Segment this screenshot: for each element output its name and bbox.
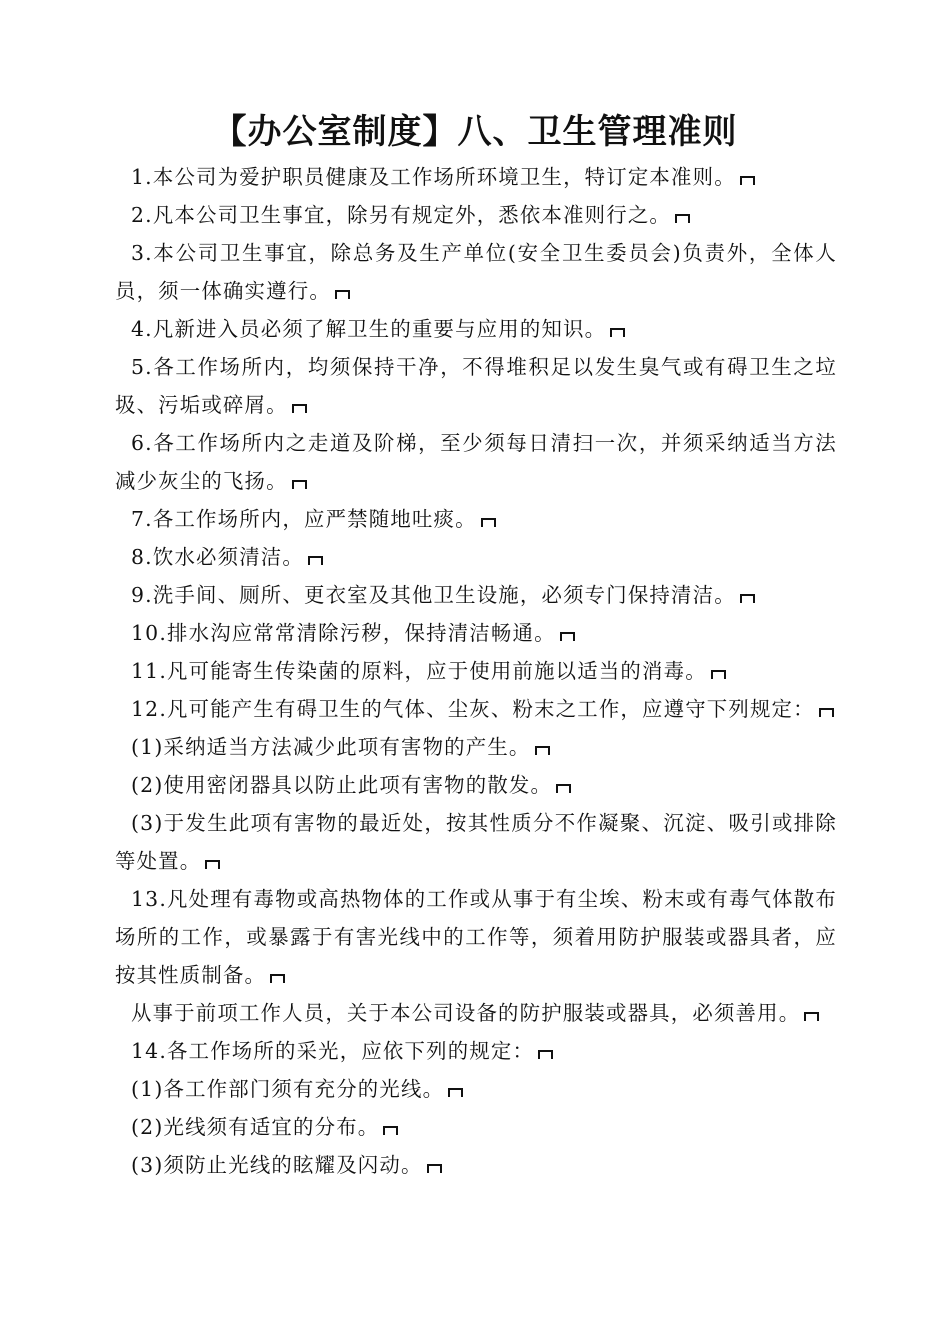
paragraph-4: [115, 310, 837, 348]
paragraph-text: (2)光线须有适宜的分布。: [131, 1115, 380, 1139]
paragraph-1: [115, 158, 837, 196]
paragraph-text: 13.凡处理有毒物或高热物体的工作或从事于有尘埃、粉末或有毒气体散布场所的工作，或暴露于有害光线中的工作等，须着用防护服装或器具者，应按其性质制备。: [115, 887, 837, 987]
paragraph-text: 11.凡可能寄生传染菌的原料，应于使用前施以适当的消毒。: [131, 659, 707, 683]
paragraph-text: 12.凡可能产生有碍卫生的气体、尘灰、粉末之工作，应遵守下列规定：: [131, 697, 815, 721]
paragraph-text: (3)于发生此项有害物的最近处，按其性质分不作凝聚、沉淀、吸引或排除等处置。: [115, 811, 837, 873]
paragraph-mark-icon: [804, 1012, 819, 1021]
paragraph-20: [115, 1108, 837, 1146]
paragraph-mark-icon: [292, 480, 307, 489]
paragraph-mark-icon: [427, 1164, 442, 1173]
paragraph-mark-icon: [205, 860, 220, 869]
paragraph-text: 6.各工作场所内之走道及阶梯，至少须每日清扫一次，并须采纳适当方法减少灰尘的飞扬。: [115, 431, 837, 493]
paragraph-mark-icon: [481, 518, 496, 527]
paragraph-5: [115, 348, 837, 424]
paragraph-12: [115, 690, 837, 728]
paragraph-text: 10.排水沟应常常清除污秽，保持清洁畅通。: [131, 621, 556, 645]
paragraph-mark-icon: [535, 746, 550, 755]
paragraph-mark-icon: [711, 670, 726, 679]
paragraph-text: 5.各工作场所内，均须保持干净，不得堆积足以发生臭气或有碍卫生之垃圾、污垢或碎屑。: [115, 355, 837, 417]
paragraph-8: [115, 538, 837, 576]
paragraph-mark-icon: [308, 556, 323, 565]
paragraph-11: [115, 652, 837, 690]
paragraph-10: [115, 614, 837, 652]
paragraph-14: [115, 766, 837, 804]
paragraph-text: (1)采纳适当方法减少此项有害物的产生。: [131, 735, 531, 759]
paragraph-7: [115, 500, 837, 538]
paragraph-mark-icon: [383, 1126, 398, 1135]
paragraph-mark-icon: [610, 328, 625, 337]
paragraph-text: 1.本公司为爱护职员健康及工作场所环境卫生，特订定本准则。: [131, 165, 736, 189]
paragraph-mark-icon: [538, 1050, 553, 1059]
paragraph-mark-icon: [448, 1088, 463, 1097]
paragraph-text: 4.凡新进入员必须了解卫生的重要与应用的知识。: [131, 317, 607, 341]
document-title: 【办公室制度】八、卫生管理准则: [212, 112, 738, 152]
paragraph-text: 14.各工作场所的采光，应依下列的规定：: [131, 1039, 535, 1063]
paragraph-19: [115, 1070, 837, 1108]
paragraph-text: (3)须防止光线的眩耀及闪动。: [131, 1153, 423, 1177]
paragraph-mark-icon: [819, 708, 834, 717]
paragraph-mark-icon: [556, 784, 571, 793]
paragraph-21: [115, 1146, 837, 1184]
paragraph-6: [115, 424, 837, 500]
paragraph-text: 从事于前项工作人员，关于本公司设备的防护服装或器具，必须善用。: [131, 1001, 801, 1025]
paragraph-mark-icon: [292, 404, 307, 413]
paragraph-text: 3.本公司卫生事宜，除总务及生产单位(安全卫生委员会)负责外，全体人员，须一体确实遵行。: [115, 241, 837, 303]
paragraph-mark-icon: [740, 594, 755, 603]
paragraph-15: [115, 804, 837, 880]
paragraph-3: [115, 234, 837, 310]
paragraph-text: 8.饮水必须清洁。: [131, 545, 304, 569]
paragraph-2: [115, 196, 837, 234]
paragraph-18: [115, 1032, 837, 1070]
paragraph-9: [115, 576, 837, 614]
paragraph-mark-icon: [560, 632, 575, 641]
paragraph-mark-icon: [270, 974, 285, 983]
paragraph-text: 2.凡本公司卫生事宜，除另有规定外，悉依本准则行之。: [131, 203, 672, 227]
paragraph-text: 9.洗手间、厕所、更衣室及其他卫生设施，必须专门保持清洁。: [131, 583, 736, 607]
paragraph-mark-icon: [675, 214, 690, 223]
paragraph-16: [115, 880, 837, 994]
paragraph-text: (1)各工作部门须有充分的光线。: [131, 1077, 445, 1101]
paragraph-text: (2)使用密闭器具以防止此项有害物的散发。: [131, 773, 553, 797]
paragraph-text: 7.各工作场所内，应严禁随地吐痰。: [131, 507, 477, 531]
paragraph-13: [115, 728, 837, 766]
paragraph-mark-icon: [740, 176, 755, 185]
paragraph-mark-icon: [335, 290, 350, 299]
document-body: [115, 158, 837, 1184]
paragraph-17: [115, 994, 837, 1032]
